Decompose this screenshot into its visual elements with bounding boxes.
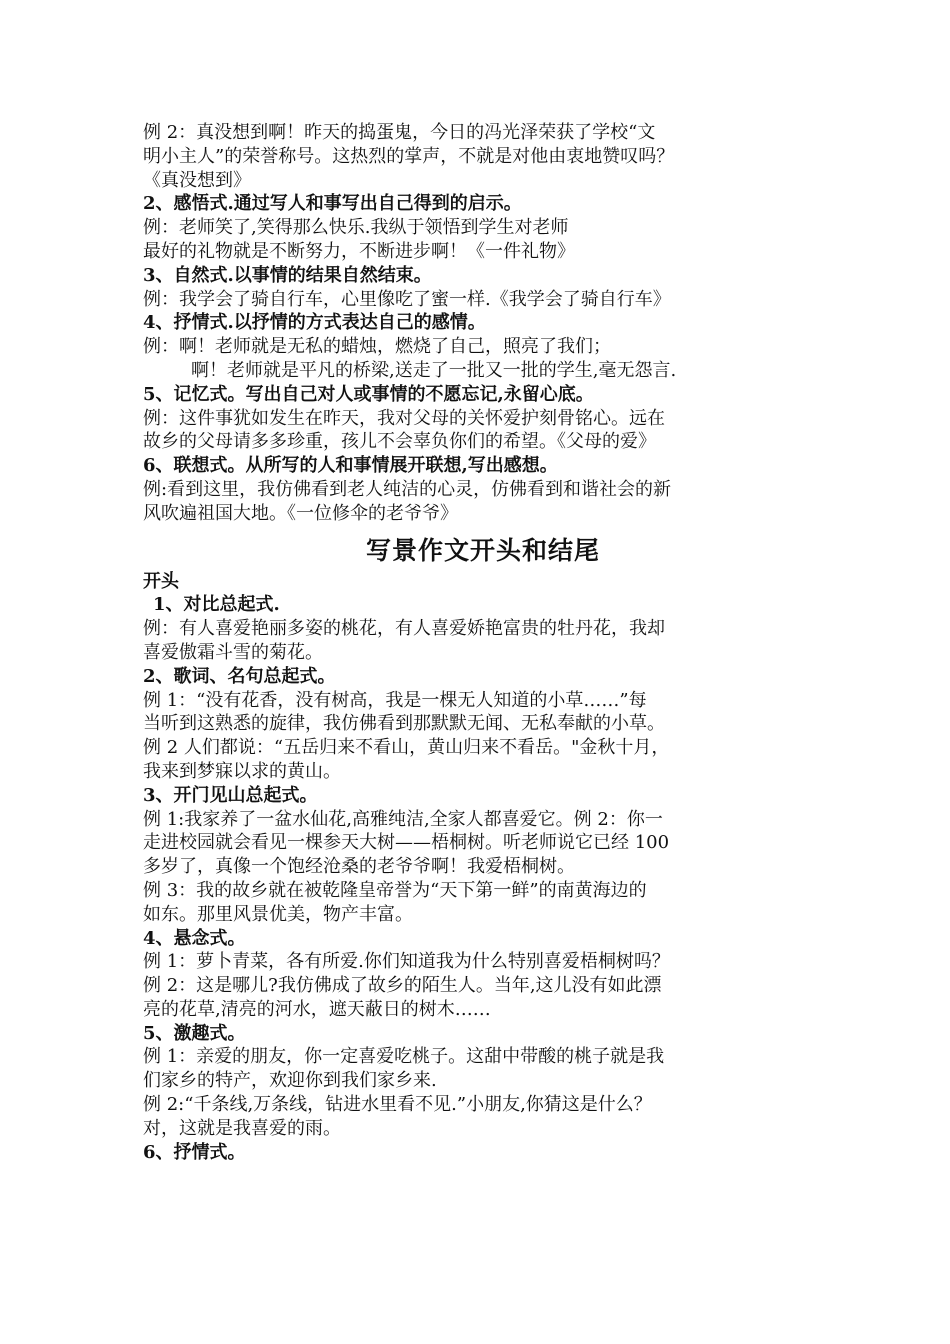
part1 — [143, 121, 823, 526]
text-line: 最好的礼物就是不断努力，不断进步啊！《一件礼物》 — [143, 240, 575, 262]
text-line: 例 3：我的故乡就在被乾隆皇帝誉为“天下第一鲜”的南黄海边的 — [143, 879, 647, 901]
section-heading: 2、歌词、名句总起式。 — [143, 665, 336, 687]
part2 — [143, 570, 823, 1165]
text-line: 如东。那里风景优美，物产丰富。 — [143, 903, 413, 925]
text-line: 例 2:“千条线,万条线，钻进水里看不见.”小朋友,你猜这是什么？ — [143, 1094, 652, 1116]
text-line: 故乡的父母请多多珍重，孩儿不会辜负你们的希望。《父母的爱》 — [143, 431, 656, 453]
text-line: 《真没想到》 — [143, 169, 251, 191]
section-heading: 6、联想式。从所写的人和事情展开联想,写出感想。 — [143, 455, 558, 477]
text-line: 例:看到这里，我仿佛看到老人纯洁的心灵，仿佛看到和谐社会的新 — [143, 478, 672, 500]
text-line: 例：有人喜爱艳丽多姿的桃花，有人喜爱娇艳富贵的牡丹花，我却 — [143, 618, 665, 640]
text-line: 例 1：萝卜青菜，各有所爱.你们知道我为什么特别喜爱梧桐树吗？ — [143, 951, 670, 973]
text-line: 亮的花草,清亮的河水，遮天蔽日的树木…… — [143, 998, 491, 1020]
section-heading: 4、悬念式。 — [143, 927, 246, 949]
text-line: 风吹遍祖国大地。《一位修伞的老爷爷》 — [143, 502, 458, 524]
text-line: 对，这就是我喜爱的雨。 — [143, 1117, 341, 1139]
text-line: 例：啊！老师就是无私的蜡烛，燃烧了自己，照亮了我们； — [143, 336, 611, 358]
text-line: 例 2：这是哪儿?我仿佛成了故乡的陌生人。当年,这儿没有如此漂 — [143, 975, 662, 997]
text-line: 例 1：“没有花香，没有树高，我是一棵无人知道的小草……”每 — [143, 689, 647, 711]
text-line: 当听到这熟悉的旋律，我仿佛看到那默默无闻、无私奉献的小草。 — [143, 713, 665, 735]
text-line: 明小主人”的荣誉称号。这热烈的掌声，不就是对他由衷地赞叹吗？ — [143, 145, 675, 167]
section-heading: 4、抒情式.以抒情的方式表达自己的感情。 — [143, 312, 486, 334]
text-line: 们家乡的特产，欢迎你到我们家乡来. — [143, 1070, 437, 1092]
text-line: 例：我学会了骑自行车，心里像吃了蜜一样.《我学会了骑自行车》 — [143, 288, 671, 310]
section-heading: 3、自然式.以事情的结果自然结束。 — [143, 264, 432, 286]
section-heading: 2、感悟式.通过写人和事写出自己得到的启示。 — [143, 193, 522, 215]
text-line: 例 1:我家养了一盆水仙花,高雅纯洁,全家人都喜爱它。例 2：你一 — [143, 808, 663, 830]
text-line: 例 1：亲爱的朋友，你一定喜爱吃桃子。这甜中带酸的桃子就是我 — [143, 1046, 665, 1068]
text-line: 多岁了，真像一个饱经沧桑的老爷爷啊！我爱梧桐树。 — [143, 856, 575, 878]
text-line: 例：这件事犹如发生在昨天，我对父母的关怀爱护刻骨铭心。远在 — [143, 407, 665, 429]
text-line: 例：老师笑了,笑得那么快乐.我纵于领悟到学生对老师 — [143, 217, 569, 239]
text-line: 例 2：真没想到啊！昨天的捣蛋鬼，今日的冯光泽荣获了学校“文 — [143, 122, 656, 143]
text-line: 我来到梦寐以求的黄山。 — [143, 760, 341, 782]
text-line: 走进校园就会看见一棵参天大树——梧桐树。听老师说它已经 100 — [143, 832, 670, 854]
section-heading: 3、开门见山总起式。 — [143, 784, 318, 806]
section-heading: 5、激趣式。 — [143, 1022, 246, 1044]
section-heading: 5、记忆式。写出自己对人或事情的不愿忘记,永留心底。 — [143, 383, 594, 405]
section-heading: 6、抒情式。 — [143, 1141, 246, 1163]
document-page — [143, 121, 823, 1164]
section-title: 写景作文开头和结尾 — [365, 535, 600, 565]
text-line: 喜爱傲霜斗雪的菊花。 — [143, 641, 323, 663]
section-heading: 1、对比总起式. — [153, 594, 280, 616]
text-line: 例 2 人们都说：“五岳归来不看山，黄山归来不看岳。"金秋十月， — [143, 737, 670, 759]
subsection-heading: 开头 — [143, 570, 179, 592]
text-line: 啊！老师就是平凡的桥梁,送走了一批又一批的学生,毫无怨言. — [191, 359, 677, 381]
